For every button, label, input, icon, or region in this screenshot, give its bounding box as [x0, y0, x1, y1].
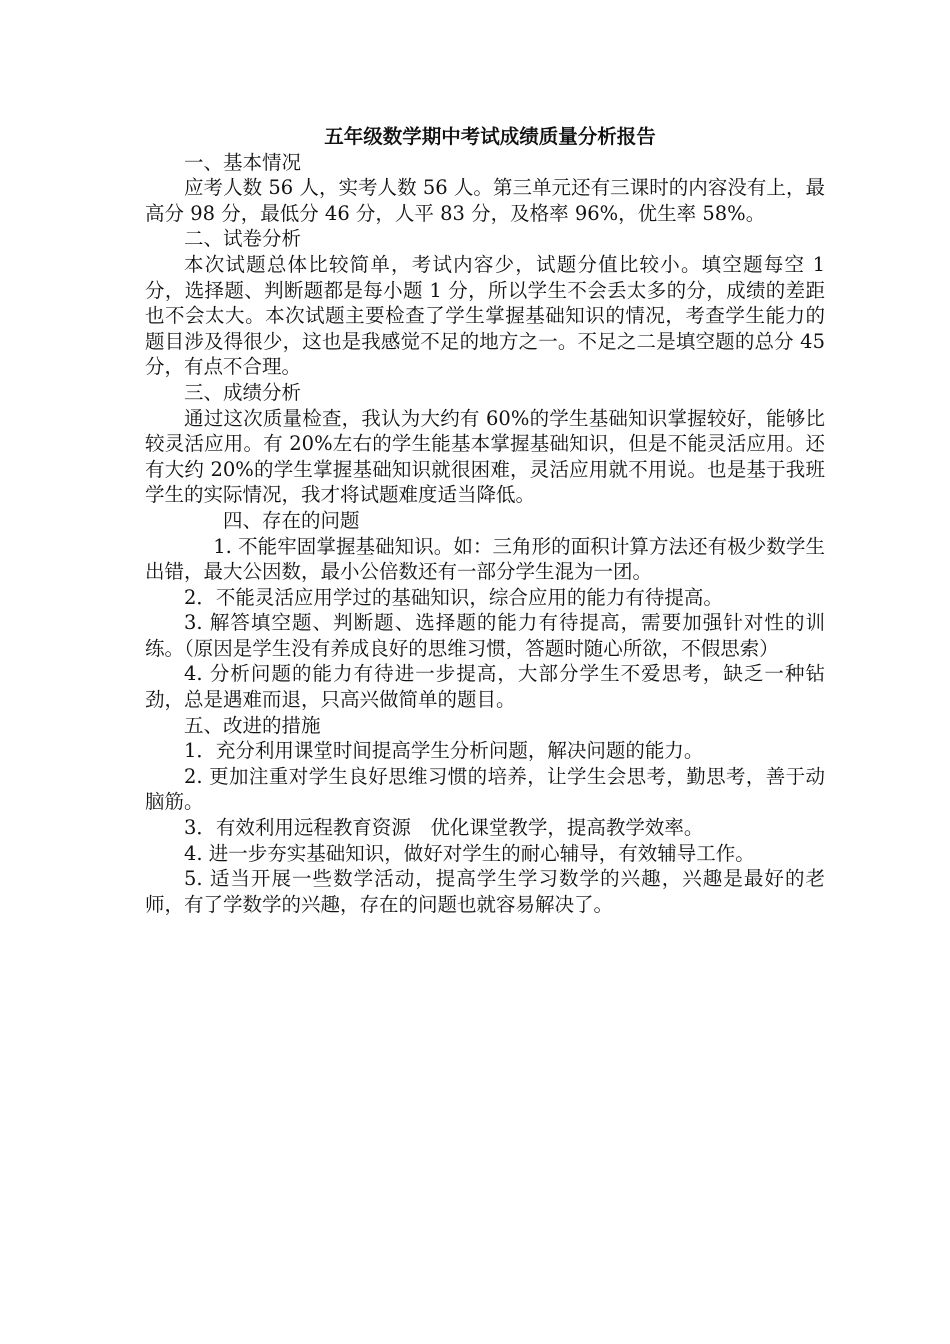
paragraph-score-analysis: 通过这次质量检查，我认为大约有 60%的学生基础知识掌握较好，能够比较灵活应用。有 20%左右的学生能基本掌握基础知识，但是不能灵活应用。还有大约 20%的学生掌握基础知识就很困难，灵活应用就不用说。也是基于我班学生的实际情况，我才将试题难度适当降低。 [145, 406, 825, 507]
document-title: 五年级数学期中考试成绩质量分析报告 [324, 125, 656, 148]
section-heading-paper-analysis: 二、试卷分析 [184, 227, 302, 251]
list-item-improvement-4: 4. 进一步夯实基础知识，做好对学生的耐心辅导，有效辅导工作。 [184, 841, 755, 865]
list-item-improvement-2: 2. 更加注重对学生良好思维习惯的培养，让学生会思考，勤思考，善于动脑筋。 [145, 764, 825, 814]
list-item-improvement-1: 1．充分利用课堂时间提高学生分析问题，解决问题的能力。 [184, 739, 704, 763]
list-item-improvement-3: 3．有效利用远程教育资源 优化课堂教学，提高教学效率。 [184, 816, 704, 840]
list-item-problem-2: 2．不能灵活应用学过的基础知识，综合应用的能力有待提高。 [184, 585, 723, 609]
list-item-problem-4: 4. 分析问题的能力有待进一步提高，大部分学生不爱思考，缺乏一种钻劲，总是遇难而退，只高兴做简单的题目。 [145, 662, 825, 712]
section-heading-problems: 四、存在的问题 [223, 508, 360, 532]
document-page [145, 124, 825, 917]
paragraph-paper-analysis: 本次试题总体比较简单，考试内容少，试题分值比较小。填空题每空 1 分，选择题、判断题都是每小题 1 分，所以学生不会丢太多的分，成绩的差距也不会太大。本次试题主要检查了学生掌握基础知识的情况，考查学生能力的题目涉及得很少，这也是我感觉不足的地方之一。不足之二是填空题的总分 45 分，有点不合理。 [145, 252, 825, 379]
list-item-problem-3: 3. 解答填空题、判断题、选择题的能力有待提高，需要加强针对性的训练。（原因是学生没有养成良好的思维习惯，答题时随心所欲，不假思索） [145, 611, 825, 660]
list-item-improvement-5: 5. 适当开展一些数学活动，提高学生学习数学的兴趣，兴趣是最好的老师，有了学数学的兴趣，存在的问题也就容易解决了。 [145, 867, 825, 916]
list-item-problem-1: 1. 不能牢固掌握基础知识。如：三角形的面积计算方法还有极少数学生出错，最大公因数，最小公倍数还有一部分学生混为一团。 [145, 534, 825, 584]
paragraph-basic-info: 应考人数 56 人，实考人数 56 人。第三单元还有三课时的内容没有上，最高分 98 分，最低分 46 分，人平 83 分，及格率 96%，优生率 58%。 [145, 176, 825, 225]
section-heading-score-analysis: 三、成绩分析 [184, 380, 302, 404]
section-heading-improvements: 五、改进的措施 [184, 713, 321, 737]
section-heading-basic-info: 一、基本情况 [184, 150, 302, 174]
